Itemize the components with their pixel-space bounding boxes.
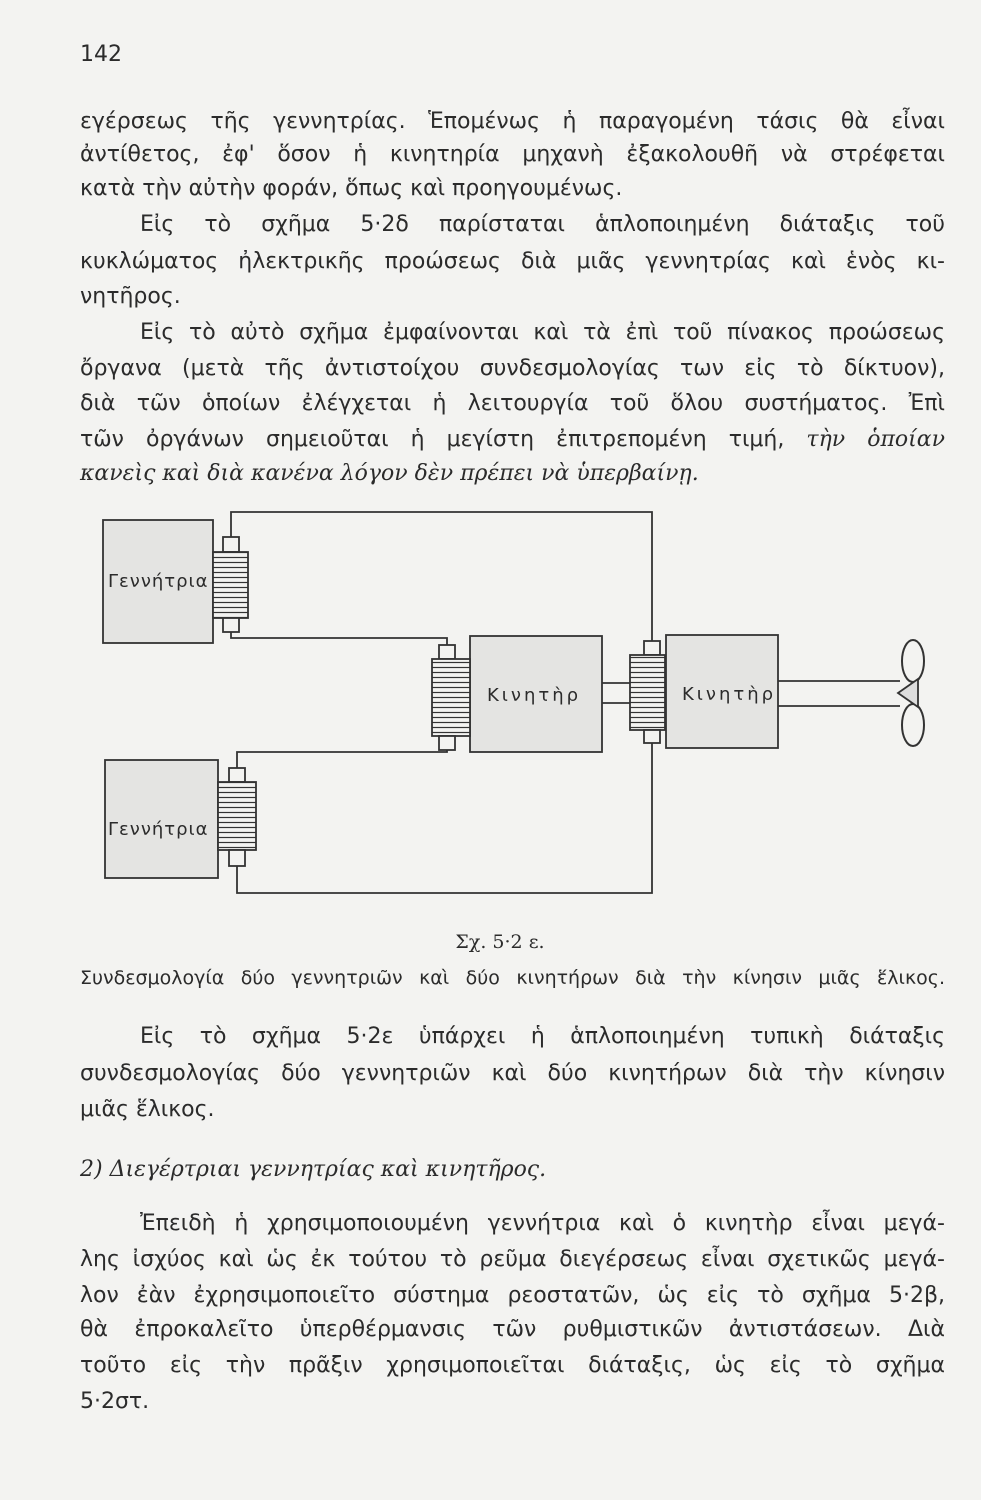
emphasis-text: τὴν ὁποίαν — [806, 427, 946, 452]
generator-top-brush-lower — [223, 618, 239, 632]
text-line: κυκλώματος ἠλεκτρικῆς προώσεως διὰ μιᾶς γεννητρίας καὶ ἑνὸς κι- — [80, 249, 945, 274]
motor-left-brush-upper — [439, 645, 455, 659]
generator-bottom-commutator — [218, 782, 256, 850]
motor-left-brush-lower — [439, 736, 455, 750]
generator-top-label: Γεννήτρια — [108, 571, 209, 592]
text-line: ἀντίθετος, ἐφ' ὅσον ἡ κινητηρία μηχανὴ ἐξακολουθῆ νὰ στρέφεται — [80, 142, 945, 167]
text-line: λης ἰσχύος καὶ ὡς ἐκ τούτου τὸ ρεῦμα διεγέρσεως εἶναι σχετικῶς μεγά- — [80, 1247, 945, 1272]
figure-number: Σχ. 5·2 ε. — [455, 931, 545, 953]
section-heading: 2) Διεγέρτριαι γεννητρίας καὶ κινητῆρος. — [80, 1157, 547, 1182]
motor-left-label: Κινητὴρ — [487, 685, 582, 706]
generator-top-brush-upper — [223, 537, 239, 552]
generator-bottom-brush-upper — [229, 768, 245, 782]
motor-left-commutator — [432, 659, 470, 736]
generator-bottom-brush-lower — [229, 850, 245, 866]
text-line: μιᾶς ἕλικος. — [80, 1097, 215, 1122]
text-line: ὄργανα (μετὰ τῆς ἀντιστοίχου συνδεσμολογίας των εἰς τὸ δίκτυον), — [80, 356, 945, 381]
text-line: Εἰς τὸ σχῆμα 5·2δ παρίσταται ἁπλοποιημένη διάταξις τοῦ — [140, 212, 945, 237]
text-line: θὰ ἐπροκαλεῖτο ὑπερθέρμανσις τῶν ρυθμιστικῶν ἀντιστάσεων. Διὰ — [80, 1317, 945, 1342]
page-number: 142 — [80, 42, 122, 67]
motor-right-label: Κινητὴρ — [682, 684, 777, 705]
circuit-diagram — [0, 500, 981, 910]
propeller-hub — [898, 679, 918, 707]
wire-generator-bottom-to-motor-right — [237, 743, 652, 893]
generator-bottom-label: Γεννήτρια — [108, 819, 209, 840]
propeller-blade-upper — [902, 640, 924, 682]
text-line: διὰ τῶν ὁποίων ἐλέγχεται ἡ λειτουργία τοῦ ὅλου συστήματος. Ἐπὶ — [80, 391, 945, 416]
propeller-blade-lower — [902, 704, 924, 746]
wire-generator-top-to-motor-left — [231, 632, 447, 645]
text-line: Ἐπειδὴ ἡ χρησιμοποιουμένη γεννήτρια καὶ ὁ κινητὴρ εἶναι μεγά- — [140, 1211, 945, 1236]
text-line: εγέρσεως τῆς γεννητρίας. Ἑπομένως ἡ παραγομένη τάσις θὰ εἶναι — [80, 109, 945, 134]
text-line: νητῆρος. — [80, 284, 181, 309]
figure-caption: Συνδεσμολογία δύο γεννητριῶν καὶ δύο κινητήρων διὰ τὴν κίνησιν μιᾶς ἕλικος. — [80, 967, 945, 989]
text-line: κατὰ τὴν αὐτὴν φοράν, ὅπως καὶ προηγουμένως. — [80, 176, 623, 201]
text-line: συνδεσμολογίας δύο γεννητριῶν καὶ δύο κινητήρων διὰ τὴν κίνησιν — [80, 1061, 945, 1086]
text-line: Εἰς τὸ σχῆμα 5·2ε ὑπάρχει ἡ ἁπλοποιημένη τυπικὴ διάταξις — [140, 1024, 945, 1049]
wire-generator-top-to-motor-right — [231, 512, 652, 641]
text-line: λον ἐὰν ἐχρησιμοποιεῖτο σύστημα ρεοστατῶν, ὡς εἰς τὸ σχῆμα 5·2β, — [80, 1283, 945, 1308]
text-line — [80, 423, 945, 457]
emphasis-line: κανεὶς καὶ διὰ κανένα λόγον δὲν πρέπει νὰ ὑπερβαίνῃ. — [80, 461, 699, 486]
wire-generator-bottom-to-motor-left — [237, 750, 447, 768]
motor-right-brush-upper — [644, 641, 660, 655]
text-line: Εἰς τὸ αὐτὸ σχῆμα ἐμφαίνονται καὶ τὰ ἐπὶ τοῦ πίνακος προώσεως — [140, 320, 945, 345]
motor-right-brush-lower — [644, 730, 660, 743]
motor-right-commutator — [630, 655, 665, 730]
text-line: τοῦτο εἰς τὴν πρᾶξιν χρησιμοποιεῖται διάταξις, ὡς εἰς τὸ σχῆμα — [80, 1353, 945, 1378]
text-line: 5·2στ. — [80, 1389, 150, 1414]
text-segment: τῶν ὀργάνων σημειοῦται ἡ μεγίστη ἐπιτρεπομένη τιμή, — [80, 427, 785, 452]
generator-top-commutator — [213, 552, 248, 618]
